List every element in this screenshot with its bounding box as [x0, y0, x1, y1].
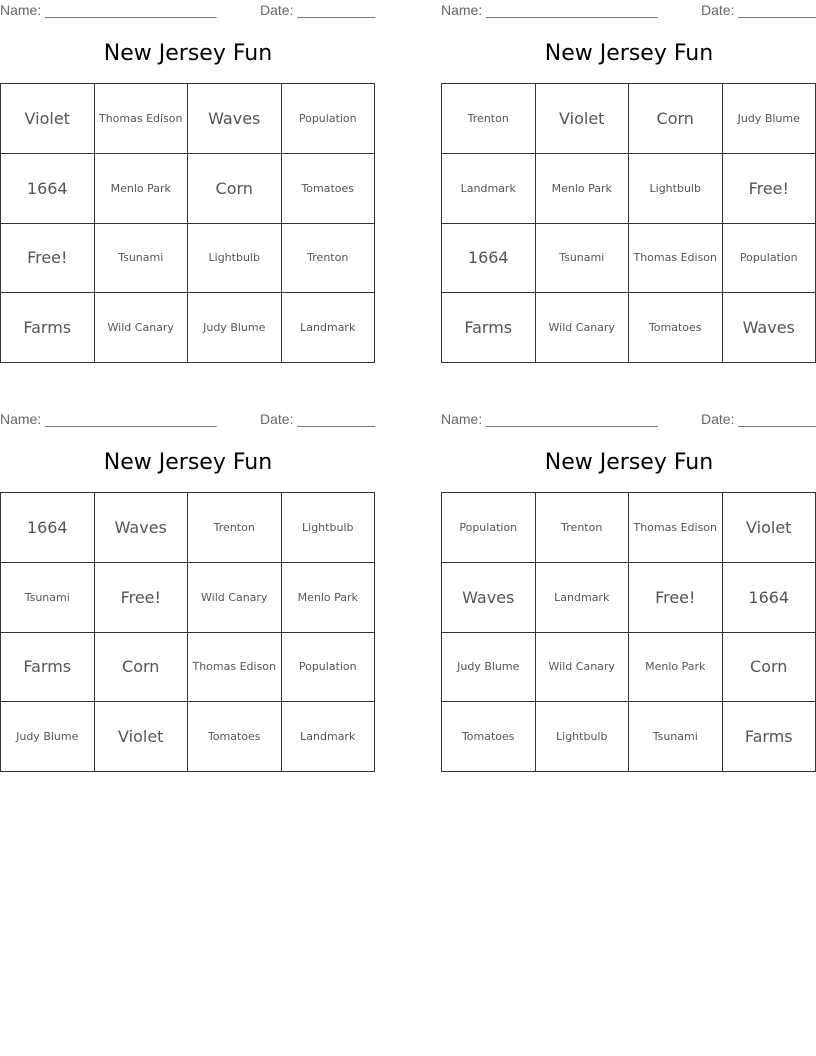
- bingo-cell: Waves: [95, 493, 189, 563]
- bingo-cell: Waves: [442, 563, 536, 633]
- bingo-cell: Tsunami: [95, 224, 189, 294]
- card-title: New Jersey Fun: [544, 41, 714, 66]
- bingo-card: [0, 0, 376, 380]
- bingo-cell: Wild Canary: [536, 293, 630, 363]
- header-row: [441, 2, 816, 20]
- bingo-card: [441, 0, 816, 380]
- bingo-cell: Tsunami: [1, 563, 95, 633]
- bingo-cell: Waves: [188, 84, 282, 154]
- bingo-grid: [0, 492, 375, 772]
- bingo-cell: Judy Blume: [723, 84, 816, 154]
- bingo-cell: Violet: [1, 84, 95, 154]
- card-title: New Jersey Fun: [544, 450, 714, 475]
- bingo-cell: Tomatoes: [188, 702, 282, 772]
- bingo-card: [441, 409, 816, 789]
- bingo-cell: Lightbulb: [282, 493, 376, 563]
- bingo-cell: Judy Blume: [188, 293, 282, 363]
- card-title: New Jersey Fun: [103, 41, 273, 66]
- bingo-cell: Tsunami: [629, 702, 723, 772]
- bingo-cell: Trenton: [188, 493, 282, 563]
- bingo-cell: Lightbulb: [536, 702, 630, 772]
- bingo-cell: Landmark: [536, 563, 630, 633]
- bingo-cell: Waves: [723, 293, 816, 363]
- bingo-cell: 1664: [723, 563, 816, 633]
- bingo-cell: Farms: [442, 293, 536, 363]
- bingo-cell: Corn: [629, 84, 723, 154]
- bingo-cell: 1664: [1, 154, 95, 224]
- bingo-cell: Population: [723, 224, 816, 294]
- bingo-cell: Population: [442, 493, 536, 563]
- bingo-cell: Wild Canary: [536, 633, 630, 703]
- bingo-cell: Farms: [1, 293, 95, 363]
- bingo-cell: Menlo Park: [536, 154, 630, 224]
- bingo-cell: Judy Blume: [442, 633, 536, 703]
- name-field: Name: ______________________: [0, 2, 217, 18]
- bingo-cell: Lightbulb: [188, 224, 282, 294]
- bingo-cell: Tomatoes: [629, 293, 723, 363]
- bingo-cell: Thomas Edison: [95, 84, 189, 154]
- bingo-cell: Corn: [95, 633, 189, 703]
- bingo-cell: Violet: [723, 493, 816, 563]
- bingo-cell: Population: [282, 84, 376, 154]
- bingo-cell: Tomatoes: [442, 702, 536, 772]
- bingo-cell: 1664: [442, 224, 536, 294]
- bingo-cell: Violet: [95, 702, 189, 772]
- bingo-cell: Wild Canary: [95, 293, 189, 363]
- bingo-cell: Thomas Edison: [188, 633, 282, 703]
- date-field: Date: __________: [260, 411, 376, 427]
- bingo-grid: [441, 83, 816, 363]
- header-row: [0, 411, 376, 429]
- bingo-cell: Landmark: [442, 154, 536, 224]
- bingo-cell: Free!: [1, 224, 95, 294]
- bingo-cell: 1664: [1, 493, 95, 563]
- bingo-cell: Wild Canary: [188, 563, 282, 633]
- bingo-cell: Judy Blume: [1, 702, 95, 772]
- bingo-cell: Landmark: [282, 702, 376, 772]
- header-row: [0, 2, 376, 20]
- card-title: New Jersey Fun: [103, 450, 273, 475]
- name-field: Name: ______________________: [441, 411, 658, 427]
- bingo-cell: Menlo Park: [95, 154, 189, 224]
- bingo-cell: Tomatoes: [282, 154, 376, 224]
- date-field: Date: __________: [701, 411, 816, 427]
- bingo-cell: Free!: [629, 563, 723, 633]
- name-field: Name: ______________________: [0, 411, 217, 427]
- bingo-cell: Free!: [723, 154, 816, 224]
- date-field: Date: __________: [260, 2, 376, 18]
- bingo-cell: Farms: [723, 702, 816, 772]
- bingo-cell: Menlo Park: [629, 633, 723, 703]
- bingo-grid: [441, 492, 816, 772]
- bingo-cell: Tsunami: [536, 224, 630, 294]
- bingo-cell: Corn: [188, 154, 282, 224]
- bingo-cell: Corn: [723, 633, 816, 703]
- date-field: Date: __________: [701, 2, 816, 18]
- bingo-cell: Thomas Edison: [629, 224, 723, 294]
- bingo-cell: Trenton: [536, 493, 630, 563]
- bingo-cell: Trenton: [282, 224, 376, 294]
- bingo-card: [0, 409, 376, 789]
- bingo-cell: Menlo Park: [282, 563, 376, 633]
- bingo-cell: Farms: [1, 633, 95, 703]
- bingo-cell: Landmark: [282, 293, 376, 363]
- header-row: [441, 411, 816, 429]
- bingo-cell: Trenton: [442, 84, 536, 154]
- bingo-cell: Lightbulb: [629, 154, 723, 224]
- bingo-cell: Free!: [95, 563, 189, 633]
- bingo-cell: Population: [282, 633, 376, 703]
- bingo-cell: Thomas Edison: [629, 493, 723, 563]
- bingo-grid: [0, 83, 375, 363]
- bingo-cell: Violet: [536, 84, 630, 154]
- name-field: Name: ______________________: [441, 2, 658, 18]
